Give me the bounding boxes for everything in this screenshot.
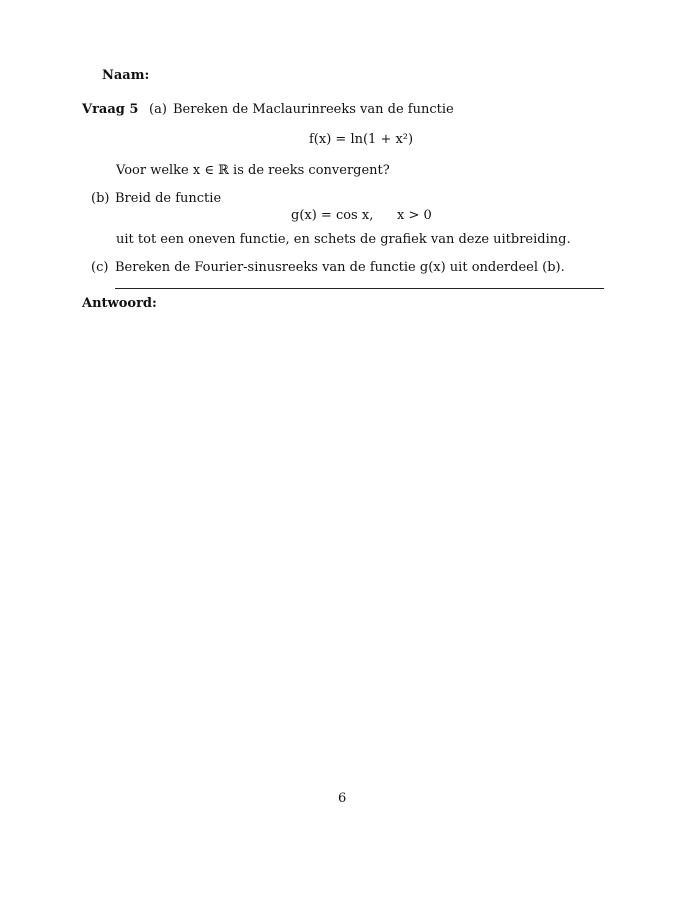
question-label: Vraag 5 xyxy=(82,102,139,117)
answer-divider xyxy=(115,288,604,289)
page-number: 6 xyxy=(338,791,347,806)
part-b-formula-condition: x > 0 xyxy=(397,208,432,223)
part-c-marker: (c) xyxy=(91,260,109,275)
part-b-intro: Breid de functie xyxy=(115,191,222,206)
part-c-intro: Bereken de Fourier-sinusreeks van de functie g(x) uit onderdeel (b). xyxy=(115,260,565,275)
part-b-followup: uit tot een oneven functie, en schets de grafiek van deze uitbreiding. xyxy=(116,232,571,247)
part-a-followup: Voor welke x ∈ ℝ is de reeks convergent? xyxy=(116,163,390,178)
name-label: Naam: xyxy=(102,68,150,83)
answer-label: Antwoord: xyxy=(82,296,157,311)
part-a-marker: (a) xyxy=(149,102,167,117)
part-b-marker: (b) xyxy=(91,191,110,206)
part-a-formula: f(x) = ln(1 + x²) xyxy=(309,132,414,147)
part-b-formula: g(x) = cos x, xyxy=(291,208,374,223)
part-a-intro: Bereken de Maclaurinreeks van de functie xyxy=(173,102,454,117)
